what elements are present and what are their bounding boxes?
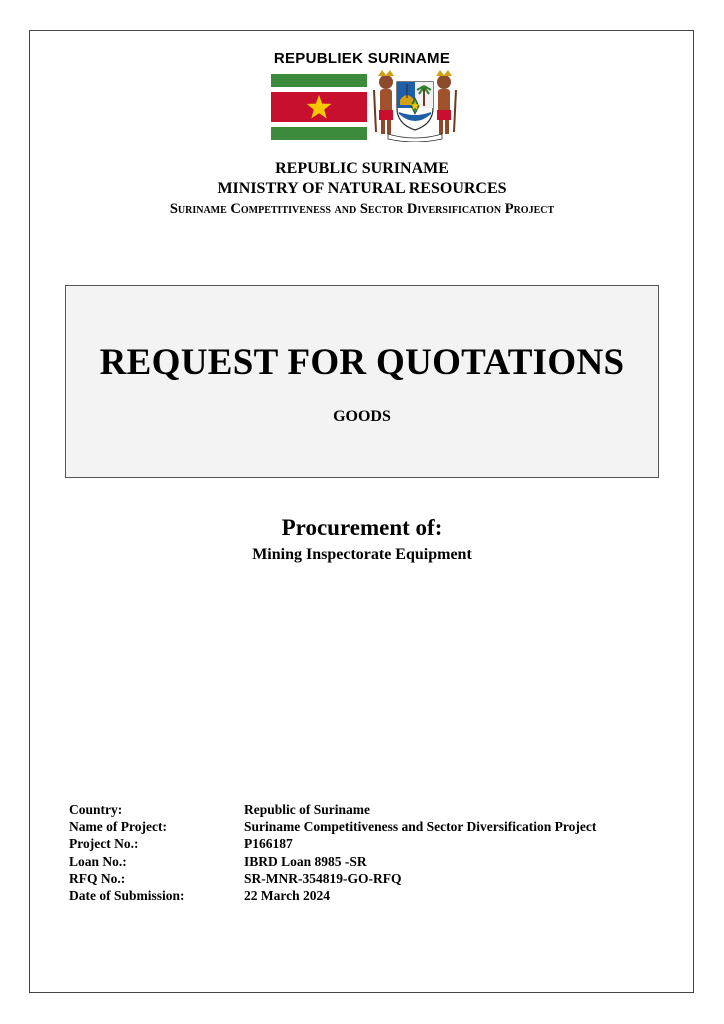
detail-row-submission-date [69,887,596,904]
procurement-label: Procurement of: [281,515,443,540]
project-details [69,801,596,904]
detail-label: Name of Project: [69,819,167,835]
document-subtitle: GOODS [333,408,391,425]
detail-label: Date of Submission: [69,887,185,903]
detail-value: P166187 [244,836,293,852]
coat-of-arms-icon [370,70,460,142]
procurement-item: Mining Inspectorate Equipment [252,546,472,563]
ministry-heading: MINISTRY OF NATURAL RESOURCES [217,180,507,197]
detail-value: 22 March 2024 [244,887,330,903]
detail-row-rfq-no [69,870,596,887]
project-heading: Suriname Competitiveness and Sector Diversification Project [169,201,555,217]
rfq-title-box [65,285,659,478]
document-title: REQUEST FOR QUOTATIONS [99,342,625,383]
detail-row-project-name [69,818,596,835]
country-banner: REPUBLIEK SURINAME [273,50,451,67]
detail-row-country [69,801,596,818]
detail-row-project-no [69,835,596,852]
detail-row-loan-no [69,853,596,870]
detail-label: Country: [69,802,123,817]
detail-label: RFQ No.: [69,870,126,886]
detail-value: Suriname Competitiveness and Sector Diversification Project [244,819,597,835]
detail-label: Loan No.: [69,853,127,869]
detail-value: SR-MNR-354819-GO-RFQ [244,870,402,886]
republic-heading: REPUBLIC SURINAME [275,160,449,177]
suriname-flag-icon [271,74,367,140]
detail-value: Republic of Suriname [244,802,371,817]
detail-value: IBRD Loan 8985 -SR [244,853,367,869]
detail-label: Project No.: [69,836,139,852]
